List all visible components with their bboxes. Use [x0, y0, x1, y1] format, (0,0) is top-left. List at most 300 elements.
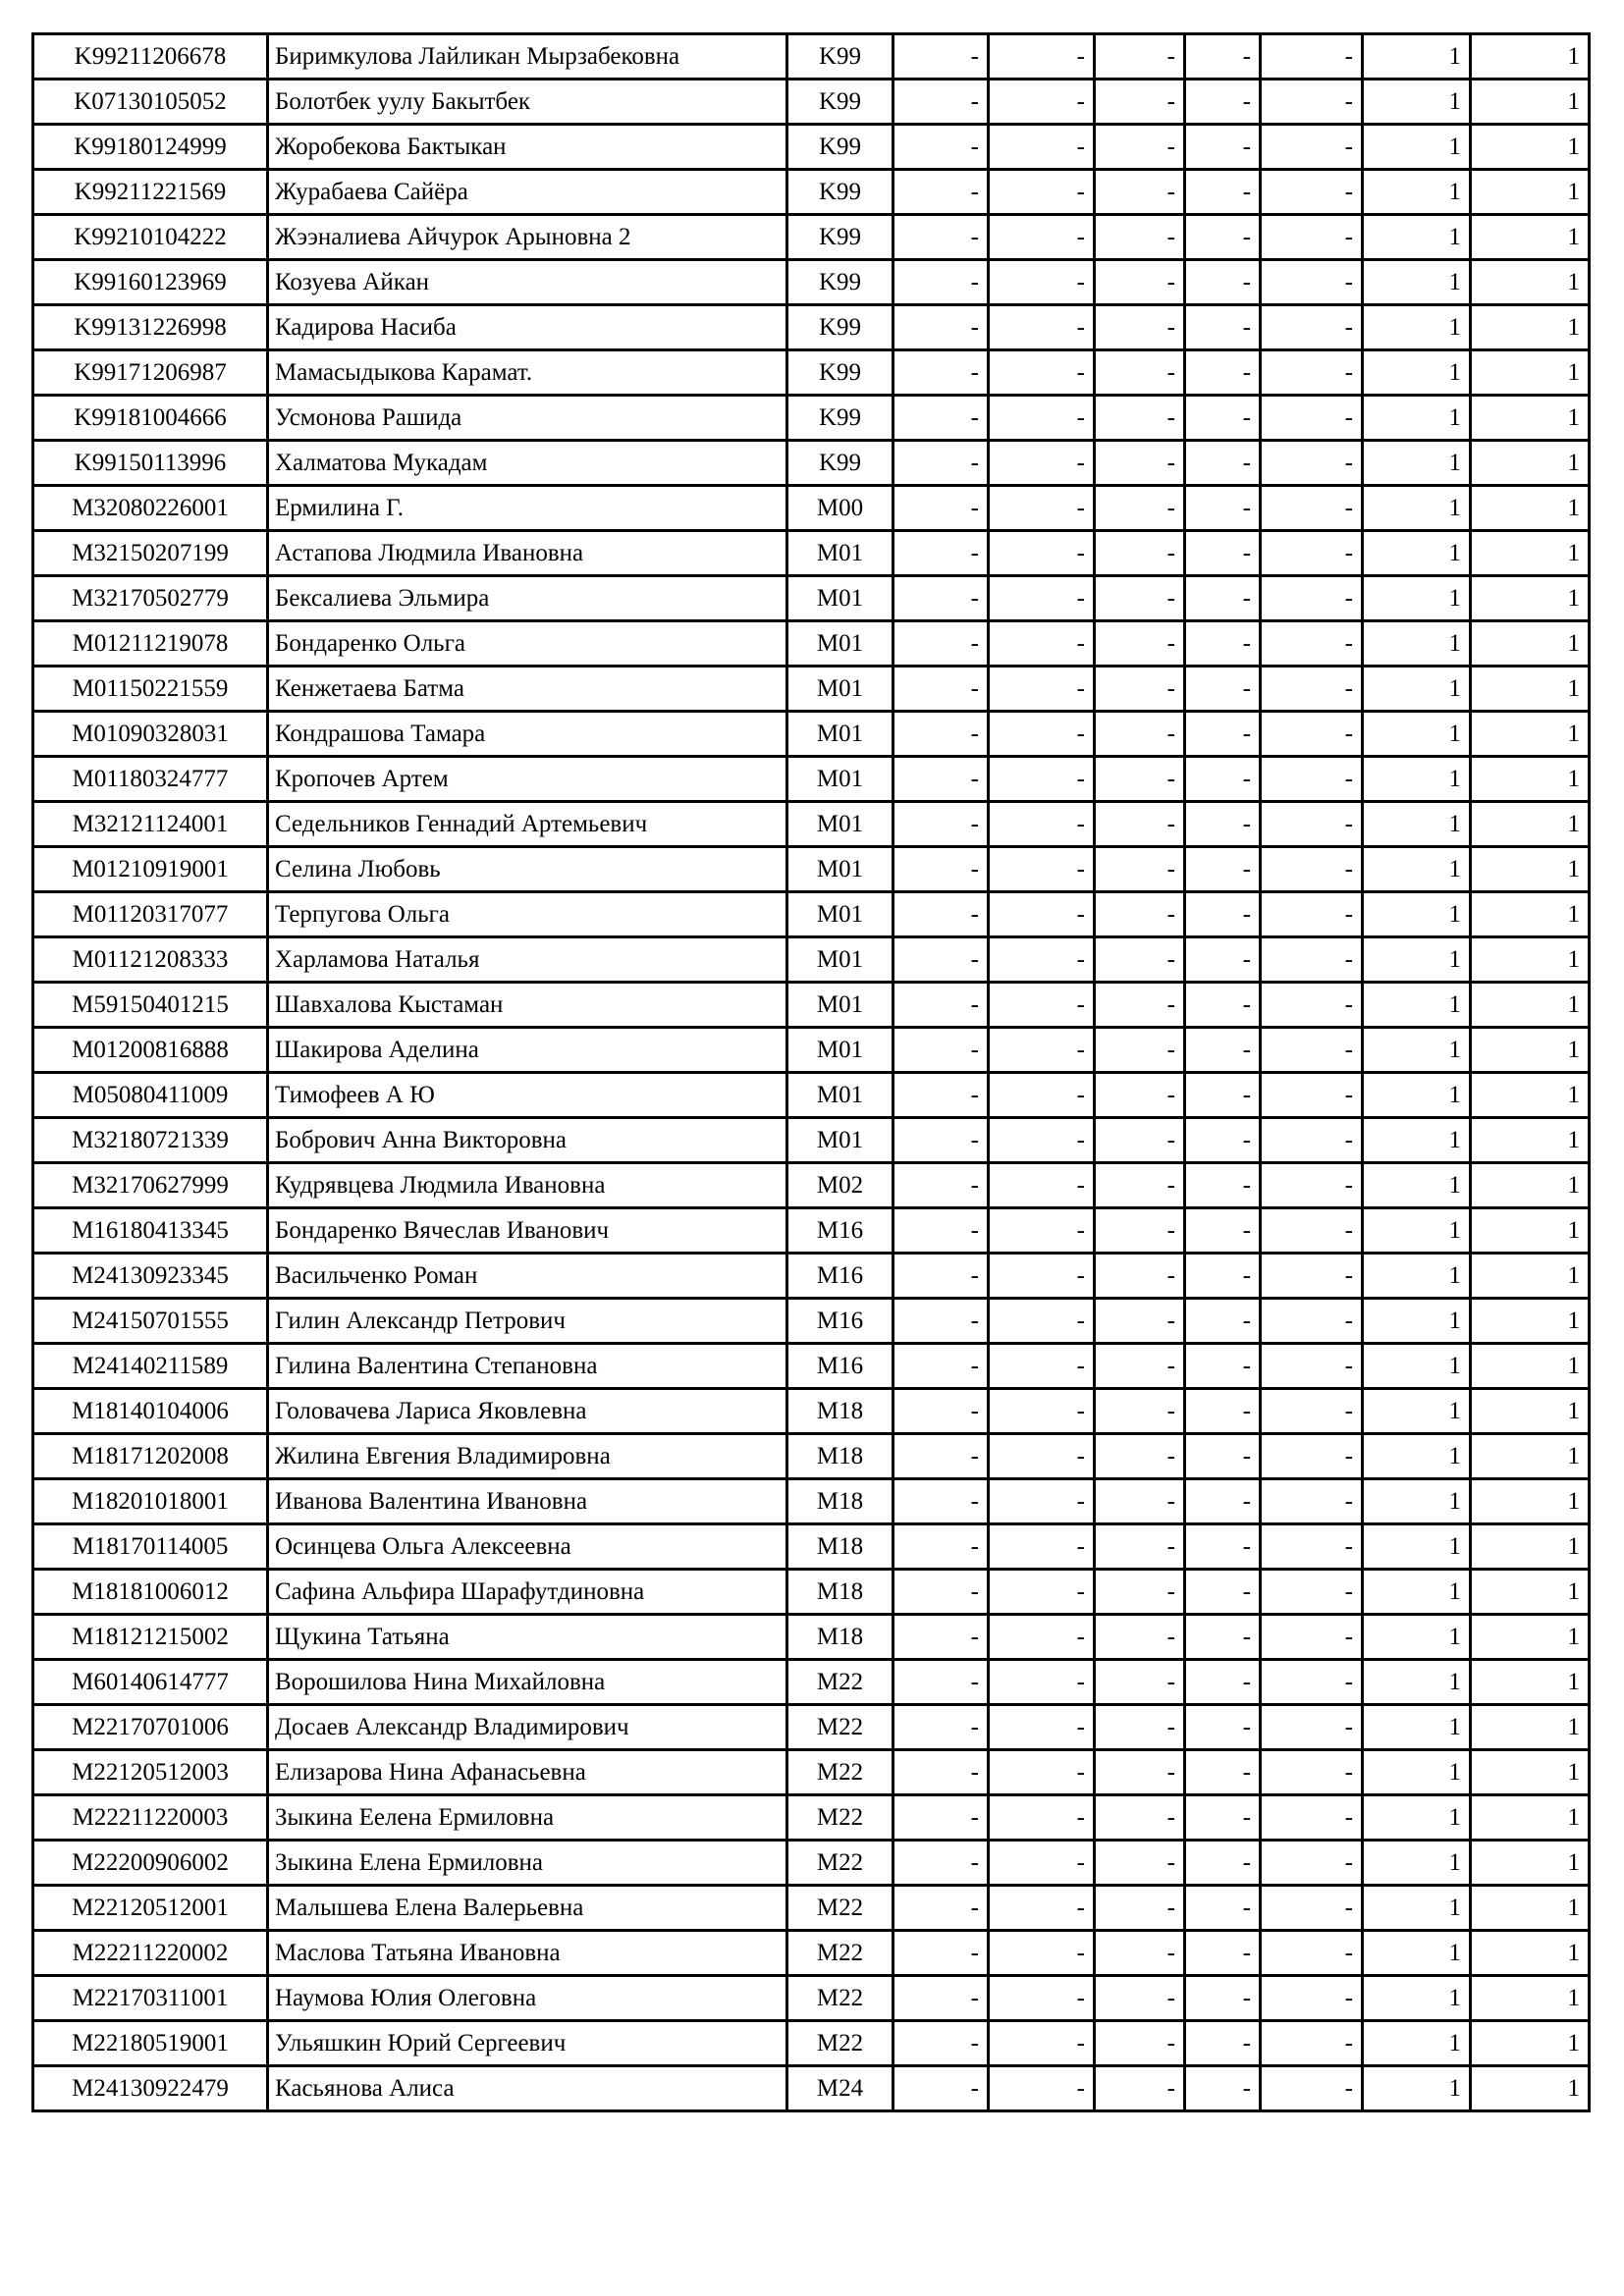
- value-cell: -: [1261, 1705, 1363, 1750]
- person-name-cell: Головачева Лариса Яковлевна: [268, 1389, 787, 1434]
- record-id-cell: M22211220002: [33, 1931, 268, 1976]
- value-cell: -: [893, 80, 989, 125]
- value-cell: -: [1095, 1479, 1185, 1524]
- group-code-cell: M01: [787, 531, 893, 576]
- value-cell: -: [989, 34, 1095, 80]
- total-cell: 1: [1471, 1208, 1590, 1254]
- value-cell: -: [1095, 396, 1185, 441]
- table-row: [33, 1479, 1590, 1524]
- value-cell: -: [1185, 1841, 1261, 1886]
- table-row: [33, 621, 1590, 667]
- group-code-cell: M18: [787, 1479, 893, 1524]
- value-cell: -: [1095, 576, 1185, 621]
- group-code-cell: M01: [787, 1118, 893, 1163]
- count-cell: 1: [1363, 1841, 1471, 1886]
- value-cell: -: [1185, 757, 1261, 802]
- value-cell: -: [1185, 1479, 1261, 1524]
- value-cell: -: [1095, 531, 1185, 576]
- value-cell: -: [1185, 1795, 1261, 1841]
- count-cell: 1: [1363, 712, 1471, 757]
- record-id-cell: K99160123969: [33, 260, 268, 305]
- value-cell: -: [989, 396, 1095, 441]
- value-cell: -: [893, 1570, 989, 1615]
- value-cell: -: [1185, 2066, 1261, 2111]
- value-cell: -: [1185, 1028, 1261, 1073]
- table-row: [33, 1344, 1590, 1389]
- value-cell: -: [893, 802, 989, 847]
- value-cell: -: [1261, 34, 1363, 80]
- group-code-cell: M22: [787, 2021, 893, 2066]
- value-cell: -: [1185, 1434, 1261, 1479]
- value-cell: -: [1185, 802, 1261, 847]
- table-body: [33, 34, 1590, 2111]
- value-cell: -: [1095, 2021, 1185, 2066]
- data-table: [31, 32, 1591, 2112]
- record-id-cell: K07130105052: [33, 80, 268, 125]
- record-id-cell: M22170701006: [33, 1705, 268, 1750]
- record-id-cell: K99171206987: [33, 350, 268, 396]
- record-id-cell: M32170502779: [33, 576, 268, 621]
- count-cell: 1: [1363, 260, 1471, 305]
- table-row: [33, 125, 1590, 170]
- value-cell: -: [1261, 80, 1363, 125]
- count-cell: 1: [1363, 170, 1471, 215]
- table-row: [33, 260, 1590, 305]
- value-cell: -: [1095, 34, 1185, 80]
- group-code-cell: M22: [787, 1705, 893, 1750]
- record-id-cell: M18171202008: [33, 1434, 268, 1479]
- value-cell: -: [1095, 1028, 1185, 1073]
- value-cell: -: [893, 937, 989, 983]
- value-cell: -: [1261, 125, 1363, 170]
- value-cell: -: [989, 260, 1095, 305]
- table-row: [33, 667, 1590, 712]
- total-cell: 1: [1471, 1118, 1590, 1163]
- value-cell: -: [1095, 1389, 1185, 1434]
- value-cell: -: [1095, 80, 1185, 125]
- table-row: [33, 1299, 1590, 1344]
- group-code-cell: M22: [787, 1931, 893, 1976]
- group-code-cell: M18: [787, 1570, 893, 1615]
- person-name-cell: Биримкулова Лайликан Мырзабековна: [268, 34, 787, 80]
- count-cell: 1: [1363, 1028, 1471, 1073]
- value-cell: -: [1261, 937, 1363, 983]
- count-cell: 1: [1363, 1344, 1471, 1389]
- count-cell: 1: [1363, 305, 1471, 350]
- record-id-cell: M01150221559: [33, 667, 268, 712]
- table-row: [33, 1705, 1590, 1750]
- table-row: [33, 2066, 1590, 2111]
- value-cell: -: [1185, 1976, 1261, 2021]
- value-cell: -: [1261, 531, 1363, 576]
- count-cell: 1: [1363, 2021, 1471, 2066]
- count-cell: 1: [1363, 1750, 1471, 1795]
- total-cell: 1: [1471, 80, 1590, 125]
- value-cell: -: [1185, 531, 1261, 576]
- record-id-cell: M22200906002: [33, 1841, 268, 1886]
- value-cell: -: [989, 1434, 1095, 1479]
- total-cell: 1: [1471, 802, 1590, 847]
- table-row: [33, 1841, 1590, 1886]
- value-cell: -: [893, 2066, 989, 2111]
- table-row: [33, 757, 1590, 802]
- value-cell: -: [1185, 1570, 1261, 1615]
- value-cell: -: [1261, 215, 1363, 260]
- value-cell: -: [1261, 305, 1363, 350]
- value-cell: -: [1095, 1841, 1185, 1886]
- value-cell: -: [893, 1118, 989, 1163]
- value-cell: -: [1185, 1254, 1261, 1299]
- table-row: [33, 1976, 1590, 2021]
- person-name-cell: Журабаева Сайёра: [268, 170, 787, 215]
- count-cell: 1: [1363, 125, 1471, 170]
- group-code-cell: M01: [787, 983, 893, 1028]
- value-cell: -: [1261, 170, 1363, 215]
- table-row: [33, 350, 1590, 396]
- value-cell: -: [989, 757, 1095, 802]
- value-cell: -: [1185, 215, 1261, 260]
- value-cell: -: [1261, 1479, 1363, 1524]
- value-cell: -: [1261, 1750, 1363, 1795]
- value-cell: -: [989, 1254, 1095, 1299]
- record-id-cell: M16180413345: [33, 1208, 268, 1254]
- value-cell: -: [989, 305, 1095, 350]
- table-row: [33, 2021, 1590, 2066]
- total-cell: 1: [1471, 1299, 1590, 1344]
- value-cell: -: [1185, 1344, 1261, 1389]
- value-cell: -: [989, 1524, 1095, 1570]
- count-cell: 1: [1363, 396, 1471, 441]
- record-id-cell: M01180324777: [33, 757, 268, 802]
- value-cell: -: [989, 2066, 1095, 2111]
- group-code-cell: M22: [787, 1795, 893, 1841]
- person-name-cell: Кадирова Насиба: [268, 305, 787, 350]
- value-cell: -: [1095, 1615, 1185, 1660]
- total-cell: 1: [1471, 34, 1590, 80]
- count-cell: 1: [1363, 1795, 1471, 1841]
- value-cell: -: [1095, 260, 1185, 305]
- value-cell: -: [1261, 1163, 1363, 1208]
- value-cell: -: [1095, 1931, 1185, 1976]
- value-cell: -: [893, 1163, 989, 1208]
- person-name-cell: Бобрович Анна Викторовна: [268, 1118, 787, 1163]
- person-name-cell: Харламова Наталья: [268, 937, 787, 983]
- table-row: [33, 1931, 1590, 1976]
- value-cell: -: [893, 1615, 989, 1660]
- total-cell: 1: [1471, 2021, 1590, 2066]
- record-id-cell: K99211221569: [33, 170, 268, 215]
- count-cell: 1: [1363, 937, 1471, 983]
- value-cell: -: [1261, 667, 1363, 712]
- value-cell: -: [1261, 1434, 1363, 1479]
- table-row: [33, 847, 1590, 892]
- person-name-cell: Бексалиева Эльмира: [268, 576, 787, 621]
- total-cell: 1: [1471, 1254, 1590, 1299]
- value-cell: -: [1185, 576, 1261, 621]
- person-name-cell: Касьянова Алиса: [268, 2066, 787, 2111]
- value-cell: -: [1261, 1886, 1363, 1931]
- person-name-cell: Малышева Елена Валерьевна: [268, 1886, 787, 1931]
- person-name-cell: Мамасыдыкова Карамат.: [268, 350, 787, 396]
- value-cell: -: [893, 1028, 989, 1073]
- value-cell: -: [1095, 1750, 1185, 1795]
- value-cell: -: [1185, 1299, 1261, 1344]
- count-cell: 1: [1363, 1615, 1471, 1660]
- count-cell: 1: [1363, 215, 1471, 260]
- person-name-cell: Жоробекова Бактыкан: [268, 125, 787, 170]
- value-cell: -: [1261, 621, 1363, 667]
- table-row: [33, 1615, 1590, 1660]
- value-cell: -: [989, 892, 1095, 937]
- record-id-cell: M22120512001: [33, 1886, 268, 1931]
- person-name-cell: Астапова Людмила Ивановна: [268, 531, 787, 576]
- group-code-cell: K99: [787, 260, 893, 305]
- value-cell: -: [1261, 1028, 1363, 1073]
- count-cell: 1: [1363, 350, 1471, 396]
- value-cell: -: [1095, 667, 1185, 712]
- value-cell: -: [989, 1750, 1095, 1795]
- value-cell: -: [989, 667, 1095, 712]
- count-cell: 1: [1363, 486, 1471, 531]
- total-cell: 1: [1471, 1570, 1590, 1615]
- table-row: [33, 170, 1590, 215]
- value-cell: -: [989, 1615, 1095, 1660]
- total-cell: 1: [1471, 621, 1590, 667]
- record-id-cell: K99180124999: [33, 125, 268, 170]
- value-cell: -: [1261, 847, 1363, 892]
- value-cell: -: [1185, 1389, 1261, 1434]
- value-cell: -: [1261, 1073, 1363, 1118]
- record-id-cell: M18201018001: [33, 1479, 268, 1524]
- value-cell: -: [893, 305, 989, 350]
- group-code-cell: M01: [787, 712, 893, 757]
- value-cell: -: [893, 350, 989, 396]
- value-cell: -: [1261, 1841, 1363, 1886]
- record-id-cell: M05080411009: [33, 1073, 268, 1118]
- group-code-cell: M16: [787, 1254, 893, 1299]
- record-id-cell: M24150701555: [33, 1299, 268, 1344]
- person-name-cell: Жээналиева Айчурок Арыновна 2: [268, 215, 787, 260]
- record-id-cell: K99131226998: [33, 305, 268, 350]
- value-cell: -: [893, 1524, 989, 1570]
- total-cell: 1: [1471, 712, 1590, 757]
- value-cell: -: [1261, 892, 1363, 937]
- value-cell: -: [1185, 847, 1261, 892]
- value-cell: -: [1095, 757, 1185, 802]
- value-cell: -: [893, 1073, 989, 1118]
- record-id-cell: M18170114005: [33, 1524, 268, 1570]
- table-row: [33, 1028, 1590, 1073]
- value-cell: -: [1185, 983, 1261, 1028]
- value-cell: -: [893, 1344, 989, 1389]
- table-row: [33, 1073, 1590, 1118]
- count-cell: 1: [1363, 1299, 1471, 1344]
- total-cell: 1: [1471, 215, 1590, 260]
- person-name-cell: Васильченко Роман: [268, 1254, 787, 1299]
- person-name-cell: Усмонова Рашида: [268, 396, 787, 441]
- group-code-cell: M18: [787, 1524, 893, 1570]
- value-cell: -: [893, 1254, 989, 1299]
- value-cell: -: [1185, 170, 1261, 215]
- value-cell: -: [989, 441, 1095, 486]
- value-cell: -: [1095, 1118, 1185, 1163]
- table-row: [33, 576, 1590, 621]
- value-cell: -: [989, 1344, 1095, 1389]
- group-code-cell: M01: [787, 576, 893, 621]
- value-cell: -: [1095, 1073, 1185, 1118]
- total-cell: 1: [1471, 1479, 1590, 1524]
- value-cell: -: [1261, 486, 1363, 531]
- value-cell: -: [1185, 1705, 1261, 1750]
- total-cell: 1: [1471, 1886, 1590, 1931]
- group-code-cell: M16: [787, 1208, 893, 1254]
- person-name-cell: Наумова Юлия Олеговна: [268, 1976, 787, 2021]
- group-code-cell: M18: [787, 1389, 893, 1434]
- value-cell: -: [893, 2021, 989, 2066]
- record-id-cell: M01120317077: [33, 892, 268, 937]
- person-name-cell: Зыкина Елена Ермиловна: [268, 1841, 787, 1886]
- value-cell: -: [893, 1208, 989, 1254]
- total-cell: 1: [1471, 1524, 1590, 1570]
- count-cell: 1: [1363, 1389, 1471, 1434]
- value-cell: -: [1095, 1299, 1185, 1344]
- value-cell: -: [1095, 2066, 1185, 2111]
- value-cell: -: [1185, 1073, 1261, 1118]
- value-cell: -: [893, 1705, 989, 1750]
- table-row: [33, 1524, 1590, 1570]
- person-name-cell: Ульяшкин Юрий Сергеевич: [268, 2021, 787, 2066]
- value-cell: -: [1261, 1389, 1363, 1434]
- person-name-cell: Щукина Татьяна: [268, 1615, 787, 1660]
- value-cell: -: [1095, 1570, 1185, 1615]
- table-row: [33, 1208, 1590, 1254]
- value-cell: -: [1095, 1344, 1185, 1389]
- record-id-cell: M32170627999: [33, 1163, 268, 1208]
- total-cell: 1: [1471, 486, 1590, 531]
- value-cell: -: [893, 712, 989, 757]
- value-cell: -: [1261, 1615, 1363, 1660]
- value-cell: -: [1095, 1705, 1185, 1750]
- count-cell: 1: [1363, 1479, 1471, 1524]
- value-cell: -: [1261, 1931, 1363, 1976]
- total-cell: 1: [1471, 757, 1590, 802]
- total-cell: 1: [1471, 1344, 1590, 1389]
- person-name-cell: Козуева Айкан: [268, 260, 787, 305]
- total-cell: 1: [1471, 125, 1590, 170]
- value-cell: -: [893, 1795, 989, 1841]
- record-id-cell: M22180519001: [33, 2021, 268, 2066]
- value-cell: -: [989, 983, 1095, 1028]
- value-cell: -: [1095, 350, 1185, 396]
- group-code-cell: M01: [787, 621, 893, 667]
- value-cell: -: [1185, 937, 1261, 983]
- value-cell: -: [893, 215, 989, 260]
- person-name-cell: Селина Любовь: [268, 847, 787, 892]
- group-code-cell: M22: [787, 1841, 893, 1886]
- value-cell: -: [1185, 486, 1261, 531]
- total-cell: 1: [1471, 305, 1590, 350]
- person-name-cell: Седельников Геннадий Артемьевич: [268, 802, 787, 847]
- group-code-cell: K99: [787, 80, 893, 125]
- table-row: [33, 1434, 1590, 1479]
- value-cell: -: [893, 1389, 989, 1434]
- value-cell: -: [1261, 1118, 1363, 1163]
- value-cell: -: [893, 1750, 989, 1795]
- total-cell: 1: [1471, 350, 1590, 396]
- person-name-cell: Ермилина Г.: [268, 486, 787, 531]
- value-cell: -: [1261, 1570, 1363, 1615]
- count-cell: 1: [1363, 1660, 1471, 1705]
- value-cell: -: [1185, 1208, 1261, 1254]
- value-cell: -: [1185, 1750, 1261, 1795]
- value-cell: -: [1185, 1886, 1261, 1931]
- value-cell: -: [893, 892, 989, 937]
- group-code-cell: M01: [787, 937, 893, 983]
- group-code-cell: M22: [787, 1976, 893, 2021]
- group-code-cell: K99: [787, 125, 893, 170]
- count-cell: 1: [1363, 667, 1471, 712]
- table-row: [33, 983, 1590, 1028]
- group-code-cell: M22: [787, 1886, 893, 1931]
- value-cell: -: [1261, 1976, 1363, 2021]
- group-code-cell: M01: [787, 757, 893, 802]
- group-code-cell: M16: [787, 1299, 893, 1344]
- record-id-cell: M32180721339: [33, 1118, 268, 1163]
- value-cell: -: [893, 1299, 989, 1344]
- count-cell: 1: [1363, 802, 1471, 847]
- value-cell: -: [893, 1660, 989, 1705]
- value-cell: -: [989, 1208, 1095, 1254]
- total-cell: 1: [1471, 1163, 1590, 1208]
- value-cell: -: [1261, 2021, 1363, 2066]
- value-cell: -: [1185, 260, 1261, 305]
- person-name-cell: Шакирова Аделина: [268, 1028, 787, 1073]
- person-name-cell: Досаев Александр Владимирович: [268, 1705, 787, 1750]
- value-cell: -: [989, 531, 1095, 576]
- group-code-cell: M01: [787, 1028, 893, 1073]
- value-cell: -: [893, 1841, 989, 1886]
- total-cell: 1: [1471, 531, 1590, 576]
- total-cell: 1: [1471, 1389, 1590, 1434]
- record-id-cell: M32121124001: [33, 802, 268, 847]
- value-cell: -: [1095, 486, 1185, 531]
- value-cell: -: [893, 486, 989, 531]
- person-name-cell: Зыкина Еелена Ермиловна: [268, 1795, 787, 1841]
- value-cell: -: [1095, 1976, 1185, 2021]
- value-cell: -: [1261, 983, 1363, 1028]
- record-id-cell: M22170311001: [33, 1976, 268, 2021]
- person-name-cell: Тимофеев А Ю: [268, 1073, 787, 1118]
- table-row: [33, 1254, 1590, 1299]
- value-cell: -: [1095, 1163, 1185, 1208]
- group-code-cell: K99: [787, 396, 893, 441]
- value-cell: -: [1095, 1886, 1185, 1931]
- person-name-cell: Кудрявцева Людмила Ивановна: [268, 1163, 787, 1208]
- total-cell: 1: [1471, 1660, 1590, 1705]
- table-row: [33, 1389, 1590, 1434]
- value-cell: -: [989, 576, 1095, 621]
- person-name-cell: Бондаренко Вячеслав Иванович: [268, 1208, 787, 1254]
- value-cell: -: [1185, 1931, 1261, 1976]
- count-cell: 1: [1363, 847, 1471, 892]
- value-cell: -: [1185, 34, 1261, 80]
- count-cell: 1: [1363, 1254, 1471, 1299]
- group-code-cell: M00: [787, 486, 893, 531]
- group-code-cell: M01: [787, 1073, 893, 1118]
- value-cell: -: [1185, 712, 1261, 757]
- table-row: [33, 486, 1590, 531]
- table-row: [33, 215, 1590, 260]
